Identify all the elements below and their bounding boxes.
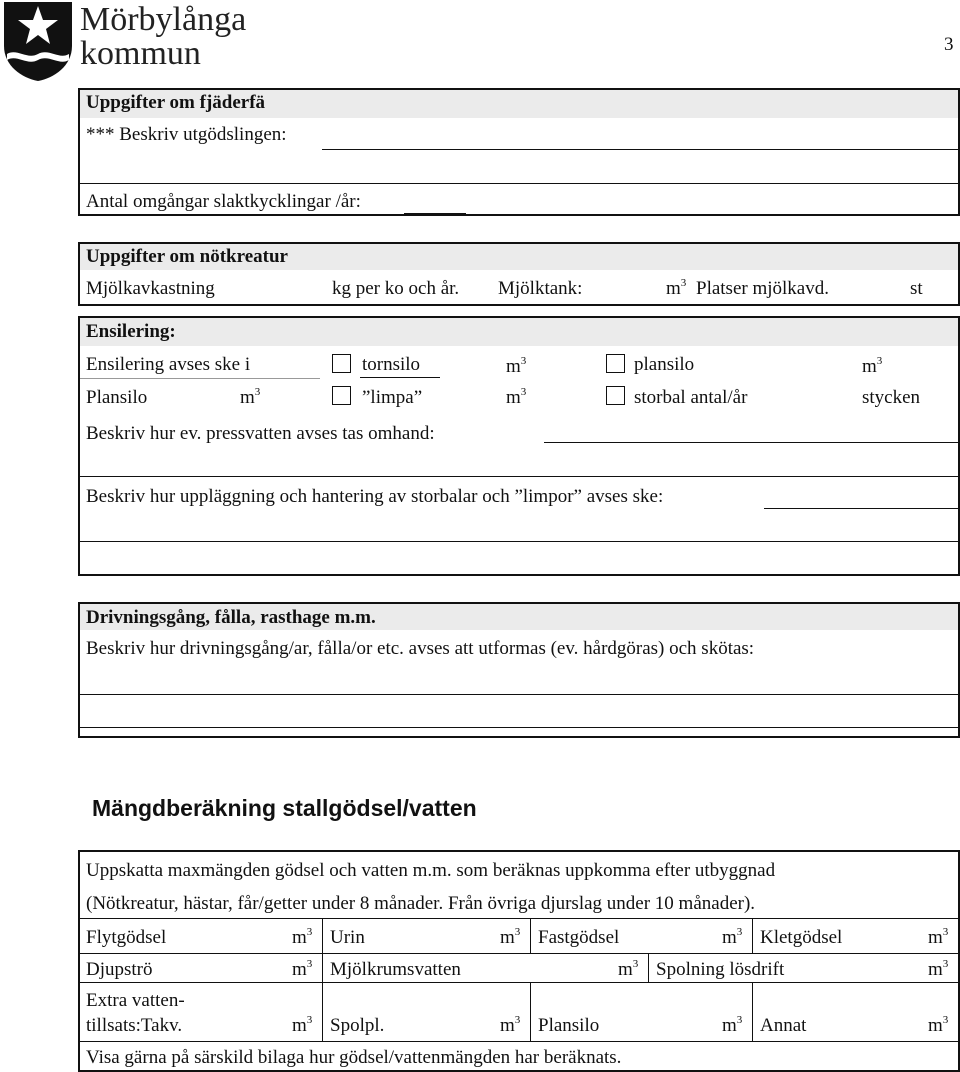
urin-unit: $m^3$ bbox=[500, 926, 521, 948]
table-col-line bbox=[322, 918, 323, 954]
annat-label: Annat bbox=[760, 1015, 807, 1036]
table-col-line bbox=[322, 953, 323, 983]
storbal-checkbox[interactable] bbox=[606, 386, 625, 405]
annat-unit: $m^3$ bbox=[928, 1014, 949, 1036]
flytgodsel-label: Flytgödsel bbox=[86, 927, 167, 948]
stycken-label: stycken bbox=[862, 387, 921, 408]
table-col-line bbox=[322, 982, 323, 1042]
mjolktank-label: Mjölktank: bbox=[498, 278, 583, 299]
table-row-line bbox=[80, 918, 958, 919]
extra-vatten-unit: $m^3$ bbox=[292, 1014, 313, 1036]
ensilering-avses-label: Ensilering avses ske i bbox=[86, 354, 251, 375]
tornsilo-field[interactable] bbox=[360, 377, 440, 378]
table-col-line bbox=[752, 918, 753, 954]
table-col-line bbox=[648, 953, 649, 983]
table-row-line bbox=[80, 982, 958, 983]
storbal-label: storbal antal/år bbox=[634, 387, 748, 408]
mangd-intro2: (Nötkreatur, hästar, får/getter under 8 månader. Från övriga djurslag under 10 månader). bbox=[86, 893, 756, 914]
godsling-field-line2[interactable] bbox=[80, 183, 958, 184]
plansilo-label: plansilo bbox=[634, 354, 695, 375]
godsling-label: *** Beskriv utgödslingen: bbox=[86, 124, 287, 145]
djupstro-unit: $m^3$ bbox=[292, 958, 313, 980]
pressvatten-field-line2[interactable] bbox=[80, 476, 958, 477]
mangd-footer: Visa gärna på särskild bilaga hur gödsel/vattenmängden har beräknats. bbox=[86, 1047, 622, 1068]
kg-per-ko-label: kg per ko och år. bbox=[332, 278, 460, 299]
mjolktank-unit: $m^3$ bbox=[666, 277, 687, 299]
drivning-text: Beskriv hur drivningsgång/ar, fålla/or etc. avses att utformas (ev. hårdgöras) och skötas: bbox=[86, 638, 755, 659]
ensilering-heading: Ensilering: bbox=[86, 321, 176, 342]
limpa-label: ”limpa” bbox=[362, 387, 423, 408]
st-label: st bbox=[910, 278, 923, 299]
extra-vatten-label-line2: tillsats:Takv. bbox=[86, 1015, 183, 1036]
kletgodsel-label: Kletgödsel bbox=[760, 927, 843, 948]
pressvatten-label: Beskriv hur ev. pressvatten avses tas omhand: bbox=[86, 423, 435, 444]
limpa-checkbox[interactable] bbox=[332, 386, 351, 405]
plansilo2-label: Plansilo bbox=[86, 387, 148, 408]
upplaggning-label: Beskriv hur uppläggning och hantering av storbalar och ”limpor” avses ske: bbox=[86, 486, 664, 507]
upplaggning-field-line2[interactable] bbox=[80, 541, 958, 542]
mangd-intro1: Uppskatta maxmängden gödsel och vatten m.m. som beräknas uppkomma efter utbyggnad bbox=[86, 860, 776, 881]
upplaggning-field[interactable] bbox=[764, 508, 958, 509]
logo bbox=[2, 0, 252, 82]
spolpl-unit: $m^3$ bbox=[500, 1014, 521, 1036]
godsling-field[interactable] bbox=[322, 149, 958, 150]
kletgodsel-unit: $m^3$ bbox=[928, 926, 949, 948]
drivning-field-line1[interactable] bbox=[80, 694, 958, 695]
fastgodsel-unit: $m^3$ bbox=[722, 926, 743, 948]
fjaderfa-heading: Uppgifter om fjäderfä bbox=[86, 92, 266, 113]
flytgodsel-unit: $m^3$ bbox=[292, 926, 313, 948]
mjolkavkastning-label: Mjölkavkastning bbox=[86, 278, 215, 299]
notkreatur-heading: Uppgifter om nötkreatur bbox=[86, 246, 288, 267]
limpa-unit: $m^3$ bbox=[506, 386, 527, 408]
pressvatten-field[interactable] bbox=[544, 442, 958, 443]
ensilering-row-line bbox=[80, 378, 320, 379]
plansilo-unit: $m^3$ bbox=[862, 355, 883, 377]
extra-vatten-label-line1: Extra vatten- bbox=[86, 990, 185, 1011]
spolning-unit: $m^3$ bbox=[928, 958, 949, 980]
omgangar-label: Antal omgångar slaktkycklingar /år: bbox=[86, 191, 361, 212]
urin-label: Urin bbox=[330, 927, 365, 948]
mangd-title: Mängdberäkning stallgödsel/vatten bbox=[92, 795, 477, 821]
plansilo-mangd-unit: $m^3$ bbox=[722, 1014, 743, 1036]
coat-of-arms-icon bbox=[2, 0, 74, 82]
spolpl-label: Spolpl. bbox=[330, 1015, 385, 1036]
tornsilo-label: tornsilo bbox=[362, 354, 421, 375]
tornsilo-unit: $m^3$ bbox=[506, 355, 527, 377]
fastgodsel-label: Fastgödsel bbox=[538, 927, 620, 948]
table-col-line bbox=[530, 982, 531, 1042]
table-row-line bbox=[80, 953, 958, 954]
djupstro-label: Djupströ bbox=[86, 959, 153, 980]
table-col-line bbox=[752, 982, 753, 1042]
mjolkrumsvatten-label: Mjölkrumsvatten bbox=[330, 959, 461, 980]
table-row-line bbox=[80, 1041, 958, 1042]
plansilo-mangd-label: Plansilo bbox=[538, 1015, 600, 1036]
drivning-heading: Drivningsgång, fålla, rasthage m.m. bbox=[86, 607, 376, 628]
drivning-field-line2[interactable] bbox=[80, 727, 958, 728]
mjolkrumsvatten-unit: $m^3$ bbox=[618, 958, 639, 980]
platser-label: Platser mjölkavd. bbox=[696, 278, 829, 299]
plansilo-checkbox[interactable] bbox=[606, 354, 625, 373]
table-col-line bbox=[530, 918, 531, 954]
section-mangd bbox=[78, 850, 960, 1072]
page-number: 3 bbox=[944, 34, 954, 55]
section-heading-bg bbox=[80, 318, 958, 346]
spolning-label: Spolning lösdrift bbox=[656, 959, 785, 980]
tornsilo-checkbox[interactable] bbox=[332, 354, 351, 373]
plansilo2-unit: $m^3$ bbox=[240, 386, 261, 408]
omgangar-field[interactable] bbox=[404, 213, 466, 214]
logo-text-line2: kommun bbox=[80, 35, 201, 72]
logo-text-line1: Mörbylånga bbox=[80, 1, 247, 38]
